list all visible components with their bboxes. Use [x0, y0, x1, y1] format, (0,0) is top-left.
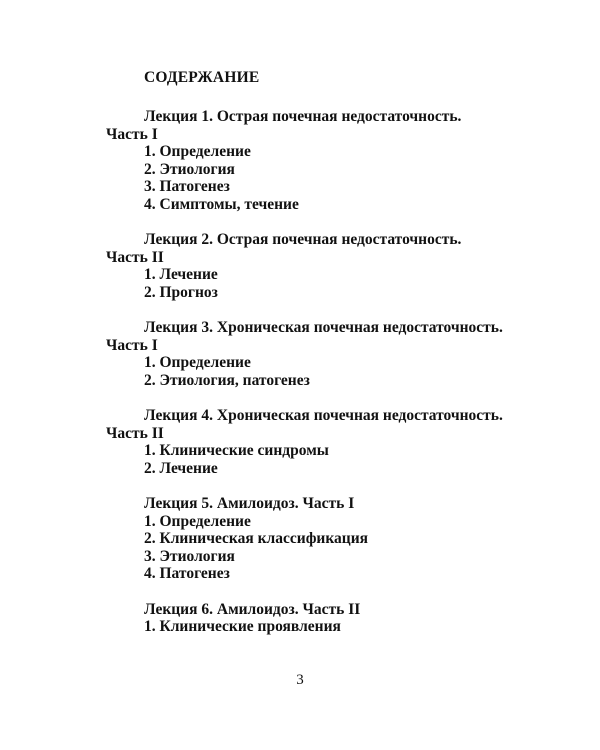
lecture-item: 2. Этиология — [144, 160, 235, 178]
lecture-item: 1. Клинические проявления — [144, 618, 341, 636]
lecture-heading: Лекция 3. Хроническая почечная недостаточность. Часть I — [106, 319, 503, 354]
lecture-item-list — [106, 266, 506, 301]
toc-lecture-2 — [106, 231, 506, 301]
page-title: СОДЕРЖАНИЕ — [144, 69, 260, 86]
lecture-item: 1. Лечение — [144, 266, 218, 284]
lecture-heading: Лекция 1. Острая почечная недостаточность. Часть I — [106, 108, 462, 143]
page-number: 3 — [296, 672, 304, 688]
toc-lecture-5 — [106, 495, 506, 583]
lecture-item: 1. Определение — [144, 354, 251, 372]
lecture-item: 2. Лечение — [144, 459, 218, 477]
lecture-item: 1. Определение — [144, 512, 251, 530]
toc-lecture-1 — [106, 108, 506, 214]
lecture-item: 1. Определение — [144, 143, 251, 161]
lecture-item: 3. Патогенез — [144, 178, 230, 196]
toc-lecture-4 — [106, 407, 506, 477]
toc-lecture-6 — [106, 601, 506, 636]
lecture-item-list — [106, 354, 506, 389]
lecture-item: 4. Патогенез — [144, 565, 230, 583]
lecture-heading: Лекция 6. Амилоидоз. Часть II — [144, 600, 361, 618]
lecture-heading: Лекция 2. Острая почечная недостаточность. Часть II — [106, 231, 462, 266]
lecture-item-list — [106, 442, 506, 477]
lecture-item: 2. Клиническая классификация — [144, 530, 369, 548]
lecture-item: 3. Этиология — [144, 547, 235, 565]
lecture-item-list — [106, 618, 506, 636]
lecture-item-list — [106, 143, 506, 213]
lecture-item: 4. Симптомы, течение — [144, 195, 299, 213]
lecture-item: 1. Клинические синдромы — [144, 442, 329, 460]
lecture-item-list — [106, 513, 506, 583]
lecture-item: 2. Прогноз — [144, 283, 218, 301]
lecture-item: 2. Этиология, патогенез — [144, 371, 310, 389]
table-of-contents — [106, 108, 506, 653]
lecture-heading: Лекция 5. Амилоидоз. Часть I — [144, 495, 355, 513]
toc-lecture-3 — [106, 319, 506, 389]
lecture-heading: Лекция 4. Хроническая почечная недостаточность. Часть II — [106, 407, 503, 442]
